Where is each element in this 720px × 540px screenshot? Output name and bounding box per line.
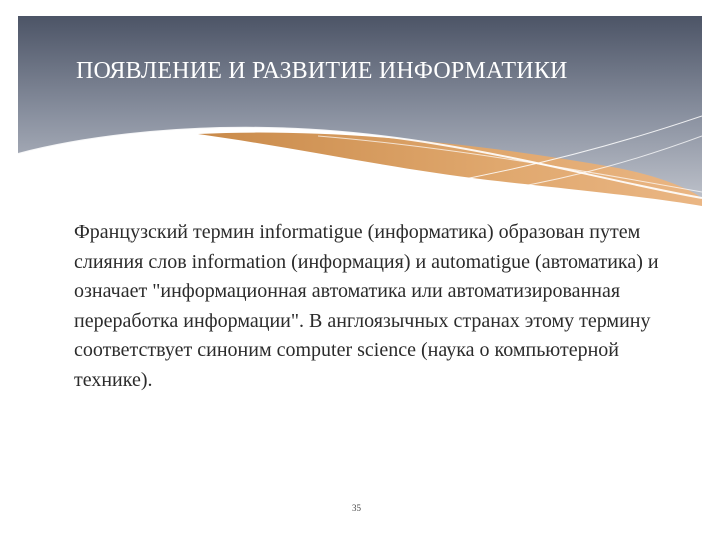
slide-title: ПОЯВЛЕНИЕ И РАЗВИТИЕ ИНФОРМАТИКИ	[76, 58, 568, 84]
header-decoration	[18, 16, 702, 206]
header-banner	[18, 16, 702, 206]
body-paragraph: Французский термин informatigue (информатика) образован путем слияния слов information (информация) и automatigue (автоматика) и означает "информационная автоматика или автоматизированная переработка информации". В англоязычных странах этому термину соответствует синоним computer science (наука о компьютерной технике).	[74, 221, 659, 391]
page-number: 35	[352, 503, 361, 513]
